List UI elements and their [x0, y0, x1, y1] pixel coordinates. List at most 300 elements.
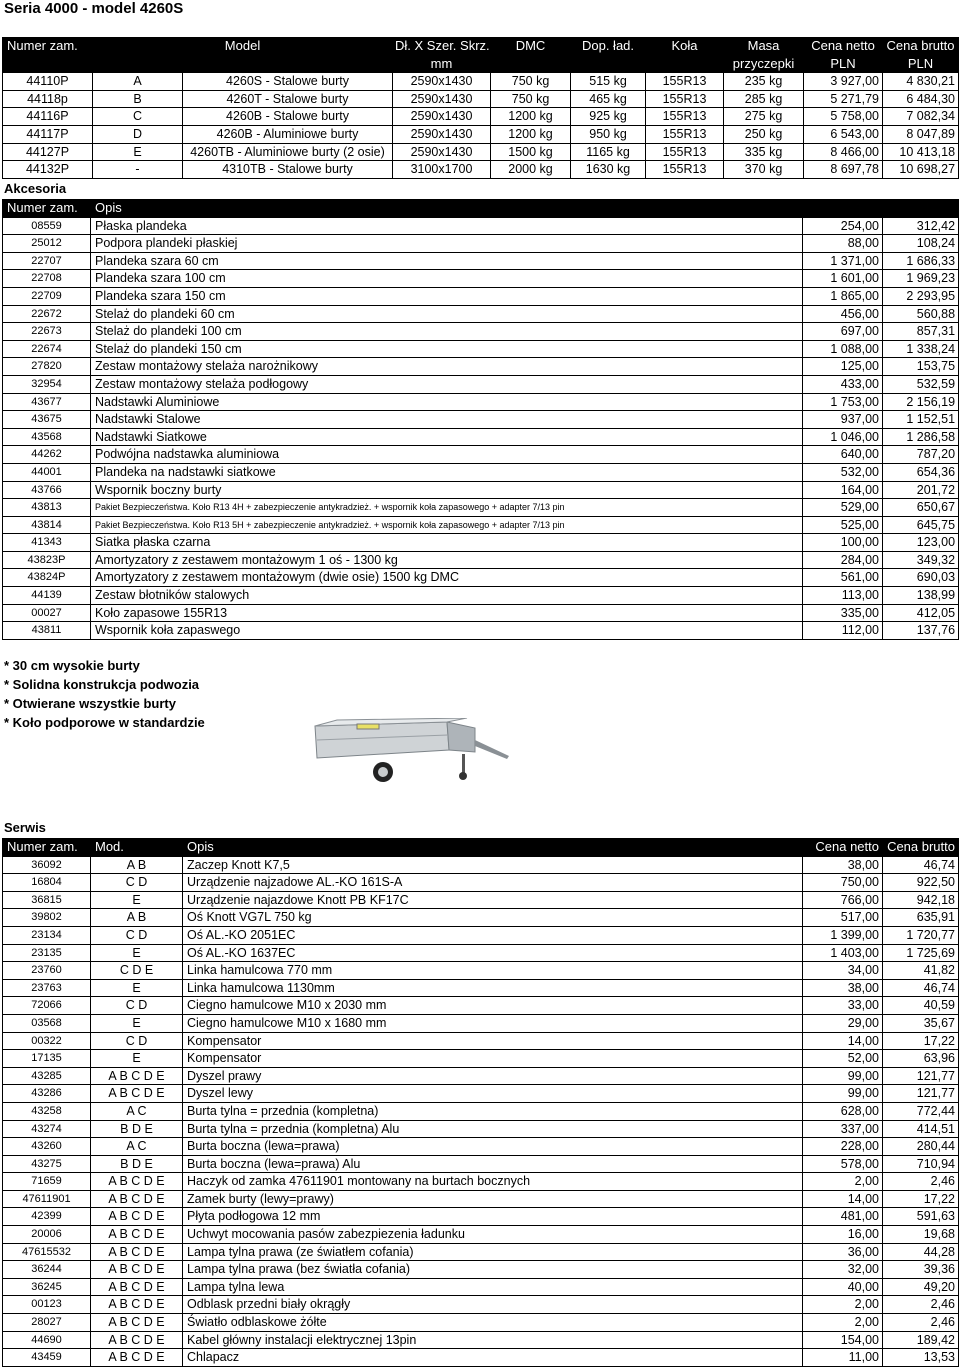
table-row	[3, 108, 959, 126]
price-gross: 312,42	[883, 217, 959, 235]
price-net: 532,00	[803, 463, 883, 481]
item-description: Nadstawki Siatkowe	[91, 428, 803, 446]
table-cell: 44118p	[3, 90, 93, 108]
model-codes: A C	[91, 1138, 183, 1156]
table-cell: D	[93, 125, 183, 143]
price-net: 456,00	[803, 305, 883, 323]
list-item	[3, 1190, 959, 1208]
model-codes: E	[91, 979, 183, 997]
table-cell: -	[93, 161, 183, 179]
list-item	[3, 534, 959, 552]
item-description: Podwójna nadstawka aluminiowa	[91, 446, 803, 464]
price-gross: 1 152,51	[883, 411, 959, 429]
item-description: Nadstawki Aluminiowe	[91, 393, 803, 411]
models-subheader-row	[3, 55, 959, 73]
price-net: 433,00	[803, 375, 883, 393]
list-item	[3, 587, 959, 605]
list-item	[3, 909, 959, 927]
list-item	[3, 979, 959, 997]
list-item	[3, 270, 959, 288]
item-number: 17135	[3, 1050, 91, 1068]
column-header: Koła	[646, 38, 724, 56]
table-cell: 3100x1700	[393, 161, 491, 179]
model-codes: A B C D E	[91, 1278, 183, 1296]
item-number: 43813	[3, 499, 91, 517]
item-description: Ciegno hamulcowe M10 x 1680 mm	[183, 1014, 803, 1032]
table-cell: B	[93, 90, 183, 108]
list-item	[3, 287, 959, 305]
price-net: 640,00	[803, 446, 883, 464]
table-cell: 155R13	[646, 108, 724, 126]
price-net: 481,00	[803, 1208, 883, 1226]
list-item	[3, 252, 959, 270]
table-cell: 44117P	[3, 125, 93, 143]
price-net: 2,00	[803, 1173, 883, 1191]
table-cell: 1200 kg	[491, 125, 571, 143]
table-cell: 370 kg	[724, 161, 804, 179]
column-header: Model	[93, 38, 393, 56]
column-subheader: PLN	[883, 55, 959, 73]
price-net: 1 601,00	[803, 270, 883, 288]
table-cell: C	[93, 108, 183, 126]
model-codes: A B	[91, 909, 183, 927]
price-net: 99,00	[803, 1067, 883, 1085]
item-number: 43568	[3, 428, 91, 446]
feature-item: * Solidna konstrukcja podwozia	[4, 677, 200, 692]
price-net: 29,00	[803, 1014, 883, 1032]
page-title: Seria 4000 - model 4260S	[4, 0, 184, 17]
list-item	[3, 997, 959, 1015]
table-cell: 6 543,00	[804, 125, 883, 143]
price-net: 228,00	[803, 1138, 883, 1156]
table-row	[3, 161, 959, 179]
item-number: 71659	[3, 1173, 91, 1191]
feature-item: * Otwierane wszystkie burty	[4, 696, 176, 711]
price-gross: 772,44	[883, 1102, 959, 1120]
item-description: Burta tylna = przednia (kompletna)	[183, 1102, 803, 1120]
price-gross: 349,32	[883, 551, 959, 569]
list-item	[3, 944, 959, 962]
price-gross: 654,36	[883, 463, 959, 481]
item-number: 25012	[3, 235, 91, 253]
item-number: 72066	[3, 997, 91, 1015]
feature-list	[4, 656, 205, 732]
service-label: Serwis	[4, 820, 46, 835]
list-item	[3, 1261, 959, 1279]
price-gross: 412,05	[883, 604, 959, 622]
price-net: 2,00	[803, 1296, 883, 1314]
model-codes: A B	[91, 856, 183, 874]
price-gross: 44,28	[883, 1243, 959, 1261]
price-net: 125,00	[803, 358, 883, 376]
column-subheader: przyczepki	[724, 55, 804, 73]
list-item	[3, 375, 959, 393]
list-item	[3, 393, 959, 411]
table-cell: 10 413,18	[883, 143, 959, 161]
list-item	[3, 235, 959, 253]
table-cell: 155R13	[646, 161, 724, 179]
list-item	[3, 428, 959, 446]
item-number: 23760	[3, 962, 91, 980]
list-item	[3, 962, 959, 980]
item-description: Plandeka na nadstawki siatkowe	[91, 463, 803, 481]
price-gross: 787,20	[883, 446, 959, 464]
price-gross: 138,99	[883, 587, 959, 605]
list-item	[3, 1085, 959, 1103]
item-description: Stelaż do plandeki 150 cm	[91, 340, 803, 358]
list-item	[3, 323, 959, 341]
table-cell: 235 kg	[724, 73, 804, 91]
price-net: 1 088,00	[803, 340, 883, 358]
item-description: Kompensator	[183, 1032, 803, 1050]
list-item	[3, 516, 959, 534]
list-item	[3, 499, 959, 517]
table-cell: 44116P	[3, 108, 93, 126]
model-codes: E	[91, 891, 183, 909]
price-gross: 857,31	[883, 323, 959, 341]
list-item	[3, 604, 959, 622]
table-cell: 155R13	[646, 90, 724, 108]
trailer-image	[297, 718, 511, 790]
price-gross: 922,50	[883, 874, 959, 892]
item-number: 43811	[3, 622, 91, 640]
item-description: Oś Knott VG7L 750 kg	[183, 909, 803, 927]
price-gross: 414,51	[883, 1120, 959, 1138]
table-cell: 4260T - Stalowe burty	[183, 90, 393, 108]
list-item	[3, 481, 959, 499]
item-number: 44262	[3, 446, 91, 464]
price-gross: 19,68	[883, 1226, 959, 1244]
column-header: Dop. ład.	[571, 38, 646, 56]
price-net: 38,00	[803, 856, 883, 874]
column-subheader: PLN	[804, 55, 883, 73]
model-codes: A B C D E	[91, 1331, 183, 1349]
item-number: 43677	[3, 393, 91, 411]
accessories-header-row	[3, 200, 959, 218]
item-number: 42399	[3, 1208, 91, 1226]
list-item	[3, 569, 959, 587]
item-number: 47611901	[3, 1190, 91, 1208]
price-net: 112,00	[803, 622, 883, 640]
price-gross: 560,88	[883, 305, 959, 323]
price-net: 38,00	[803, 979, 883, 997]
item-description: Lampa tylna prawa (bez światła cofania)	[183, 1261, 803, 1279]
item-description: Urządzenie najzadowe AL.-KO 161S-A	[183, 874, 803, 892]
item-description: Burta boczna (lewa=prawa) Alu	[183, 1155, 803, 1173]
item-description: Siatka płaska czarna	[91, 534, 803, 552]
item-number: 44690	[3, 1331, 91, 1349]
table-cell: 2590x1430	[393, 73, 491, 91]
item-number: 36244	[3, 1261, 91, 1279]
item-number: 22672	[3, 305, 91, 323]
price-gross: 532,59	[883, 375, 959, 393]
price-net: 1 046,00	[803, 428, 883, 446]
price-gross: 1 686,33	[883, 252, 959, 270]
column-subheader	[571, 55, 646, 73]
column-header: Cena netto	[803, 839, 883, 857]
table-cell: 5 271,79	[804, 90, 883, 108]
price-net: 100,00	[803, 534, 883, 552]
list-item	[3, 551, 959, 569]
model-codes: A B C D E	[91, 1261, 183, 1279]
price-net: 335,00	[803, 604, 883, 622]
item-description: Chlapacz	[183, 1349, 803, 1367]
table-cell: 250 kg	[724, 125, 804, 143]
table-cell: 1200 kg	[491, 108, 571, 126]
item-number: 16804	[3, 874, 91, 892]
price-gross: 121,77	[883, 1067, 959, 1085]
price-gross: 17,22	[883, 1190, 959, 1208]
list-item	[3, 622, 959, 640]
table-cell: E	[93, 143, 183, 161]
price-net: 16,00	[803, 1226, 883, 1244]
table-cell: 4 830,21	[883, 73, 959, 91]
item-description: Dyszel prawy	[183, 1067, 803, 1085]
list-item	[3, 1138, 959, 1156]
price-gross: 1 969,23	[883, 270, 959, 288]
item-number: 43258	[3, 1102, 91, 1120]
item-number: 00322	[3, 1032, 91, 1050]
list-item	[3, 358, 959, 376]
price-net: 529,00	[803, 499, 883, 517]
price-gross: 46,74	[883, 979, 959, 997]
price-gross: 650,67	[883, 499, 959, 517]
price-gross: 121,77	[883, 1085, 959, 1103]
table-row	[3, 143, 959, 161]
table-cell: 285 kg	[724, 90, 804, 108]
item-description: Koło zapasowe 155R13	[91, 604, 803, 622]
price-net: 1 403,00	[803, 944, 883, 962]
models-header-row	[3, 38, 959, 56]
price-gross: 17,22	[883, 1032, 959, 1050]
table-cell: 4260B - Aluminiowe burty	[183, 125, 393, 143]
item-number: 08559	[3, 217, 91, 235]
list-item	[3, 1226, 959, 1244]
table-cell: 8 047,89	[883, 125, 959, 143]
price-gross: 1 725,69	[883, 944, 959, 962]
list-item	[3, 926, 959, 944]
column-header: Dł. X Szer. Skrz.	[393, 38, 491, 56]
table-cell: 155R13	[646, 125, 724, 143]
item-description: Haczyk od zamka 47611901 montowany na burtach bocznych	[183, 1173, 803, 1191]
item-number: 43285	[3, 1067, 91, 1085]
price-gross: 2,46	[883, 1314, 959, 1332]
column-header: Masa	[724, 38, 804, 56]
price-gross: 41,82	[883, 962, 959, 980]
item-description: Urządzenie najazdowe Knott PB KF17C	[183, 891, 803, 909]
price-gross: 1 338,24	[883, 340, 959, 358]
list-item	[3, 217, 959, 235]
price-gross: 280,44	[883, 1138, 959, 1156]
price-net: 1 753,00	[803, 393, 883, 411]
table-cell: 2590x1430	[393, 125, 491, 143]
price-net: 1 399,00	[803, 926, 883, 944]
price-gross: 1 720,77	[883, 926, 959, 944]
item-number: 36815	[3, 891, 91, 909]
list-item	[3, 1278, 959, 1296]
item-description: Plandeka szara 100 cm	[91, 270, 803, 288]
item-description: Zestaw montażowy stelaża narożnikowy	[91, 358, 803, 376]
price-net: 40,00	[803, 1278, 883, 1296]
column-subheader	[93, 55, 393, 73]
service-table	[2, 838, 959, 1367]
price-net: 284,00	[803, 551, 883, 569]
price-net: 1 371,00	[803, 252, 883, 270]
price-net: 88,00	[803, 235, 883, 253]
item-number: 23135	[3, 944, 91, 962]
table-cell: 44132P	[3, 161, 93, 179]
column-header: Mod.	[91, 839, 183, 857]
price-gross: 153,75	[883, 358, 959, 376]
table-row	[3, 125, 959, 143]
model-codes: E	[91, 1050, 183, 1068]
table-cell: 335 kg	[724, 143, 804, 161]
price-gross: 1 286,58	[883, 428, 959, 446]
table-cell: 1165 kg	[571, 143, 646, 161]
table-cell: 6 484,30	[883, 90, 959, 108]
item-number: 43675	[3, 411, 91, 429]
table-cell: 5 758,00	[804, 108, 883, 126]
item-number: 23134	[3, 926, 91, 944]
list-item	[3, 1314, 959, 1332]
price-net: 750,00	[803, 874, 883, 892]
column-subheader: mm	[393, 55, 491, 73]
item-number: 43824P	[3, 569, 91, 587]
price-gross: 591,63	[883, 1208, 959, 1226]
model-codes: A B C D E	[91, 1085, 183, 1103]
item-description: Lampa tylna lewa	[183, 1278, 803, 1296]
table-cell: 950 kg	[571, 125, 646, 143]
item-description: Linka hamulcowa 1130mm	[183, 979, 803, 997]
list-item	[3, 340, 959, 358]
table-cell: 750 kg	[491, 73, 571, 91]
list-item	[3, 856, 959, 874]
item-description: Wspornik boczny burty	[91, 481, 803, 499]
table-cell: 2590x1430	[393, 90, 491, 108]
item-number: 22674	[3, 340, 91, 358]
price-net: 254,00	[803, 217, 883, 235]
item-description: Zestaw błotników stalowych	[91, 587, 803, 605]
item-description: Linka hamulcowa 770 mm	[183, 962, 803, 980]
table-cell: 4260B - Stalowe burty	[183, 108, 393, 126]
table-cell: 2590x1430	[393, 143, 491, 161]
item-number: 20006	[3, 1226, 91, 1244]
price-net: 164,00	[803, 481, 883, 499]
price-gross: 108,24	[883, 235, 959, 253]
models-table	[2, 37, 959, 179]
model-codes: A B C D E	[91, 1173, 183, 1191]
model-codes: A C	[91, 1102, 183, 1120]
list-item	[3, 1331, 959, 1349]
table-cell: 4260S - Stalowe burty	[183, 73, 393, 91]
price-net: 34,00	[803, 962, 883, 980]
list-item	[3, 305, 959, 323]
table-cell: 8 466,00	[804, 143, 883, 161]
item-number: 22708	[3, 270, 91, 288]
item-description: Zaczep Knott K7,5	[183, 856, 803, 874]
table-cell: 155R13	[646, 73, 724, 91]
price-gross: 942,18	[883, 891, 959, 909]
list-item	[3, 446, 959, 464]
price-net: 578,00	[803, 1155, 883, 1173]
model-codes: A B C D E	[91, 1314, 183, 1332]
column-header: Numer zam.	[3, 200, 91, 218]
list-item	[3, 1032, 959, 1050]
item-description: Kompensator	[183, 1050, 803, 1068]
list-item	[3, 1014, 959, 1032]
item-description: Dyszel lewy	[183, 1085, 803, 1103]
item-description: Lampa tylna prawa (ze światłem cofania)	[183, 1243, 803, 1261]
item-number: 27820	[3, 358, 91, 376]
price-gross: 13,53	[883, 1349, 959, 1367]
item-description: Burta tylna = przednia (kompletna) Alu	[183, 1120, 803, 1138]
model-codes: A B C D E	[91, 1208, 183, 1226]
price-gross: 49,20	[883, 1278, 959, 1296]
list-item	[3, 1243, 959, 1261]
table-cell: 4260TB - Aluminiowe burty (2 osie)	[183, 143, 393, 161]
price-gross: 2,46	[883, 1296, 959, 1314]
price-gross: 690,03	[883, 569, 959, 587]
price-gross: 39,36	[883, 1261, 959, 1279]
item-description: Podpora plandeki płaskiej	[91, 235, 803, 253]
item-description: Ciegno hamulcowe M10 x 2030 mm	[183, 997, 803, 1015]
column-subheader	[3, 55, 93, 73]
price-net: 561,00	[803, 569, 883, 587]
price-net: 1 865,00	[803, 287, 883, 305]
table-cell: 1630 kg	[571, 161, 646, 179]
item-description: Pakiet Bezpieczeństwa. Koło R13 4H + zabezpieczenie antykradzież. + wspornik koła zapasowego + adapter 7/13 pin	[91, 499, 803, 517]
item-number: 43275	[3, 1155, 91, 1173]
column-header: Opis	[183, 839, 803, 857]
price-net: 11,00	[803, 1349, 883, 1367]
item-description: Amortyzatory z zestawem montażowym (dwie osie) 1500 kg DMC	[91, 569, 803, 587]
model-codes: B D E	[91, 1155, 183, 1173]
table-cell: 44110P	[3, 73, 93, 91]
price-gross: 40,59	[883, 997, 959, 1015]
list-item	[3, 874, 959, 892]
price-gross: 2 293,95	[883, 287, 959, 305]
item-description: Uchwyt mocowania pasów zabezpiezenia ładunku	[183, 1226, 803, 1244]
model-codes: C D	[91, 997, 183, 1015]
item-description: Burta boczna (lewa=prawa)	[183, 1138, 803, 1156]
item-number: 22709	[3, 287, 91, 305]
accessories-label: Akcesoria	[4, 181, 67, 196]
price-net: 628,00	[803, 1102, 883, 1120]
price-gross: 123,00	[883, 534, 959, 552]
price-net: 33,00	[803, 997, 883, 1015]
price-net: 14,00	[803, 1032, 883, 1050]
price-gross: 35,67	[883, 1014, 959, 1032]
list-item	[3, 1102, 959, 1120]
item-description: Płyta podłogowa 12 mm	[183, 1208, 803, 1226]
price-gross: 645,75	[883, 516, 959, 534]
item-description: Odblask przedni biały okrągły	[183, 1296, 803, 1314]
table-row	[3, 73, 959, 91]
price-net: 525,00	[803, 516, 883, 534]
list-item	[3, 411, 959, 429]
list-item	[3, 1067, 959, 1085]
column-header: Cena brutto	[883, 38, 959, 56]
service-header-row	[3, 839, 959, 857]
price-net: 36,00	[803, 1243, 883, 1261]
item-description: Stelaż do plandeki 100 cm	[91, 323, 803, 341]
item-number: 22673	[3, 323, 91, 341]
column-subheader	[491, 55, 571, 73]
price-net: 14,00	[803, 1190, 883, 1208]
model-codes: C D	[91, 1032, 183, 1050]
feature-item: * 30 cm wysokie burty	[4, 658, 140, 673]
table-cell: 7 082,34	[883, 108, 959, 126]
